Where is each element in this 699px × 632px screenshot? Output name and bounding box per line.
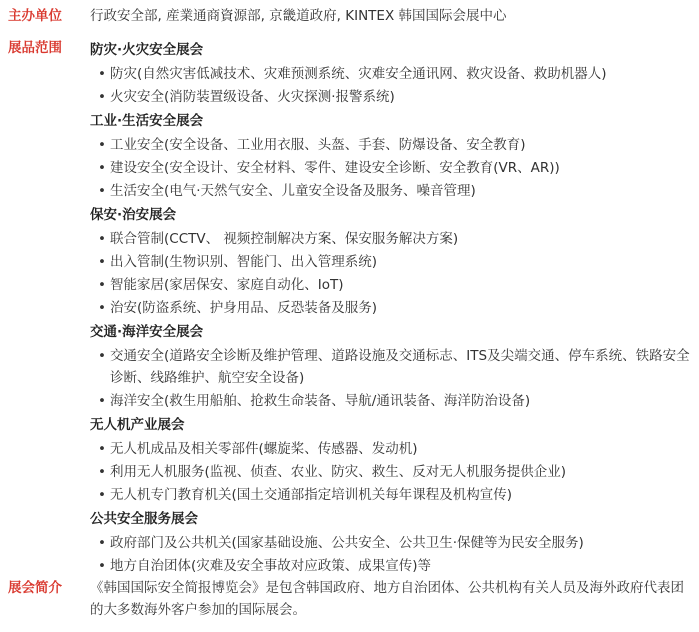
category-item-list: [90, 345, 691, 412]
category-title: 工业·生活安全展会: [90, 113, 204, 129]
list-item: [98, 345, 691, 389]
intro-value: 《韩国国际安全简报博览会》是包含韩国政府、地方自治团体、公共机构有关人员及海外政府代表团的大多数海外客户参加的国际展会。: [90, 580, 684, 618]
bullet-icon: •: [98, 558, 106, 574]
list-item-text: 生活安全(电气·天然气安全、儿童安全设备及服务、噪音管理): [110, 183, 476, 199]
category-item-list: [90, 63, 691, 108]
category-item-list: [90, 134, 691, 202]
list-item: [98, 63, 691, 85]
bullet-icon: •: [98, 160, 106, 176]
list-item-text: 火灾安全(消防装置级设备、火灾探测·报警系统): [110, 89, 395, 105]
list-item: [98, 555, 691, 577]
list-item-text: 交通安全(道路安全诊断及维护管理、道路设施及交通标志、ITS及尖端交通、停车系统、铁路安全诊断、线路维护、航空安全设备): [110, 348, 690, 386]
organizer-value: 行政安全部, 産業通商資源部, 京畿道政府, KINTEX 韩国国际会展中心: [90, 8, 507, 24]
list-item-text: 工业安全(安全设备、工业用衣服、头盔、手套、防爆设备、安全教育): [110, 137, 526, 153]
list-item: [98, 86, 691, 108]
list-item: [98, 228, 691, 250]
list-item-text: 海洋安全(救生用船舶、抢救生命装备、导航/通讯装备、海洋防治设备): [110, 393, 531, 409]
category-title: 公共安全服务展会: [90, 511, 198, 527]
exhibits-list: [90, 37, 691, 578]
list-item-text: 出入管制(生物识别、智能门、出入管理系统): [110, 254, 378, 270]
bullet-icon: •: [98, 535, 106, 551]
bullet-icon: •: [98, 393, 106, 409]
bullet-icon: •: [98, 464, 106, 480]
list-item-text: 联合管制(CCTV、 视频控制解决方案、保安服务解决方案): [110, 231, 459, 247]
bullet-icon: •: [98, 487, 106, 503]
bullet-icon: •: [98, 66, 106, 82]
bullet-icon: •: [98, 277, 106, 293]
bullet-icon: •: [98, 348, 106, 364]
list-item: [98, 461, 691, 483]
list-item: [98, 180, 691, 202]
list-item: [98, 297, 691, 319]
list-item-text: 利用无人机服务(监视、侦查、农业、防灾、救生、反对无人机服务提供企业): [110, 464, 567, 480]
list-item-text: 无人机成品及相关零部件(螺旋桨、传感器、发动机): [110, 441, 418, 457]
category-item-list: [90, 228, 691, 319]
category-title: 交通·海洋安全展会: [90, 324, 204, 340]
bullet-icon: •: [98, 137, 106, 153]
bullet-icon: •: [98, 254, 106, 270]
list-item-text: 治安(防盗系统、护身用品、反恐装备及服务): [110, 300, 378, 316]
list-item-text: 智能家居(家居保安、家庭自动化、IoT): [110, 277, 344, 293]
list-item: [98, 134, 691, 156]
list-item: [98, 251, 691, 273]
bullet-icon: •: [98, 300, 106, 316]
list-item-text: 无人机专门教育机关(国土交通部指定培训机关每年课程及机构宣传): [110, 487, 513, 503]
category-title: 无人机产业展会: [90, 417, 185, 433]
bullet-icon: •: [98, 441, 106, 457]
bullet-icon: •: [98, 183, 106, 199]
list-item: [98, 484, 691, 506]
bullet-icon: •: [98, 89, 106, 105]
list-item: [98, 390, 691, 412]
intro-label: 展会简介: [8, 580, 62, 596]
category-item-list: [90, 532, 691, 577]
list-item: [98, 532, 691, 554]
list-item: [98, 157, 691, 179]
list-item: [98, 274, 691, 296]
list-item-text: 政府部门及公共机关(国家基础设施、公共安全、公共卫生·保健等为民安全服务): [110, 535, 584, 551]
list-item-text: 地方自治团体(灾难及安全事故对应政策、成果宣传)等: [110, 558, 432, 574]
organizer-label: 主办单位: [8, 8, 62, 24]
category-title: 防灾·火灾安全展会: [90, 42, 204, 58]
list-item-text: 防灾(自然灾害低减技术、灾难预测系统、灾难安全通讯网、救灾设备、救助机器人): [110, 66, 607, 82]
list-item-text: 建设安全(安全设计、安全材料、零件、建设安全诊断、安全教育(VR、AR)): [110, 160, 560, 176]
exhibits-label: 展品范围: [8, 40, 62, 56]
category-item-list: [90, 438, 691, 506]
bullet-icon: •: [98, 231, 106, 247]
category-title: 保安·治安展会: [90, 207, 177, 223]
list-item: [98, 438, 691, 460]
